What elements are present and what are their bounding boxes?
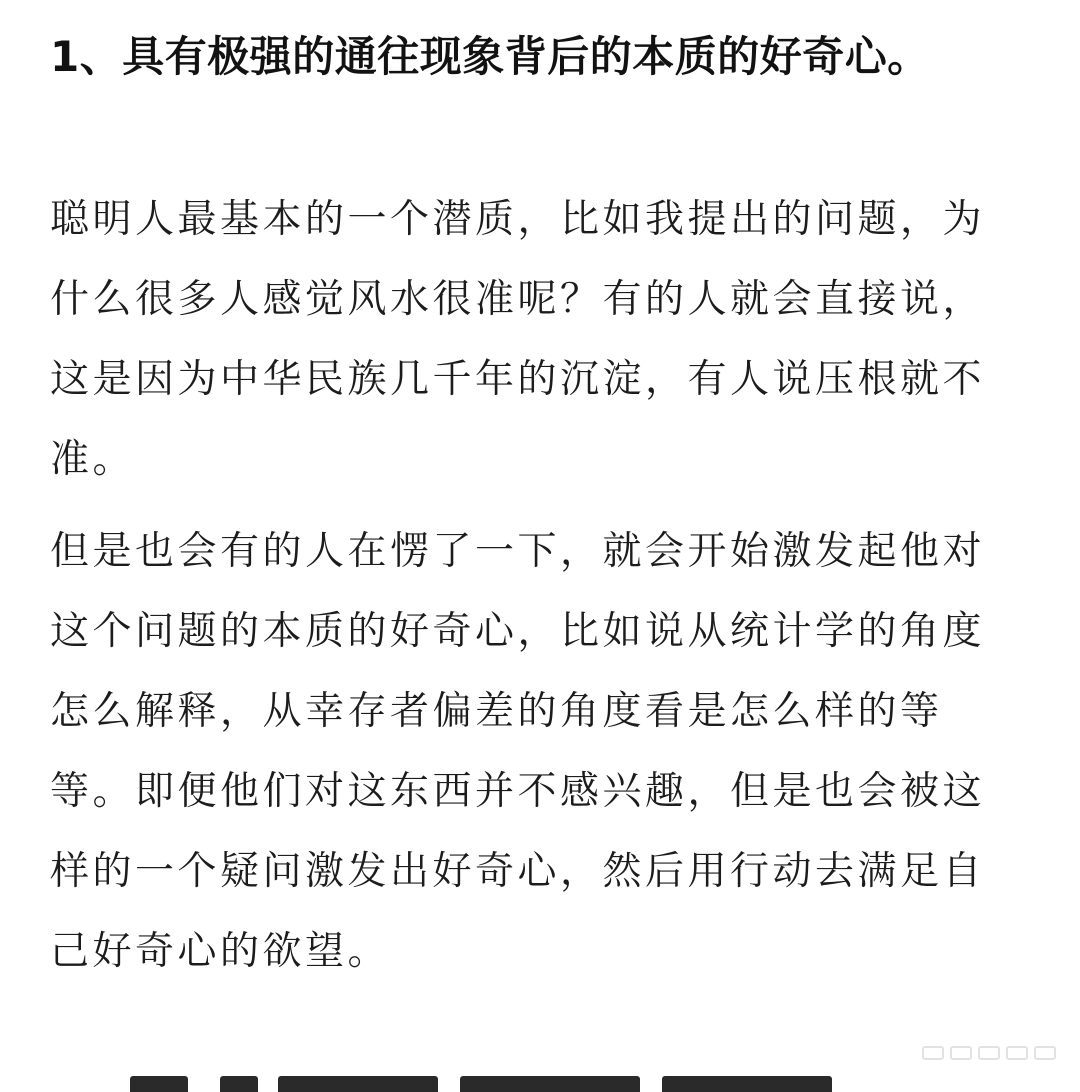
text-fragment: [220, 1076, 258, 1092]
cut-off-next-line: [50, 1070, 1010, 1092]
text-fragment: [460, 1076, 640, 1092]
text-fragment: [130, 1076, 188, 1092]
text-fragment: [278, 1076, 438, 1092]
paragraph-1: 聪明人最基本的一个潜质，比如我提出的问题，为什么很多人感觉风水很准呢？有的人就会直接说，这是因为中华民族几千年的沉淀，有人说压根就不准。: [50, 197, 986, 482]
watermark-logo: [922, 1046, 1056, 1060]
section-heading: 1、具有极强的通往现象背后的本质的好奇心。: [50, 32, 930, 81]
paragraph-2: 但是也会有的人在愣了一下，就会开始激发起他对这个问题的本质的好奇心，比如说从统计学的角度怎么解释，从幸存者偏差的角度看是怎么样的等等。即便他们对这东西并不感兴趣，但是也会被这样的一个疑问激发出好奇心，然后用行动去满足自己好奇心的欲望。: [50, 529, 986, 974]
text-fragment: [662, 1076, 832, 1092]
